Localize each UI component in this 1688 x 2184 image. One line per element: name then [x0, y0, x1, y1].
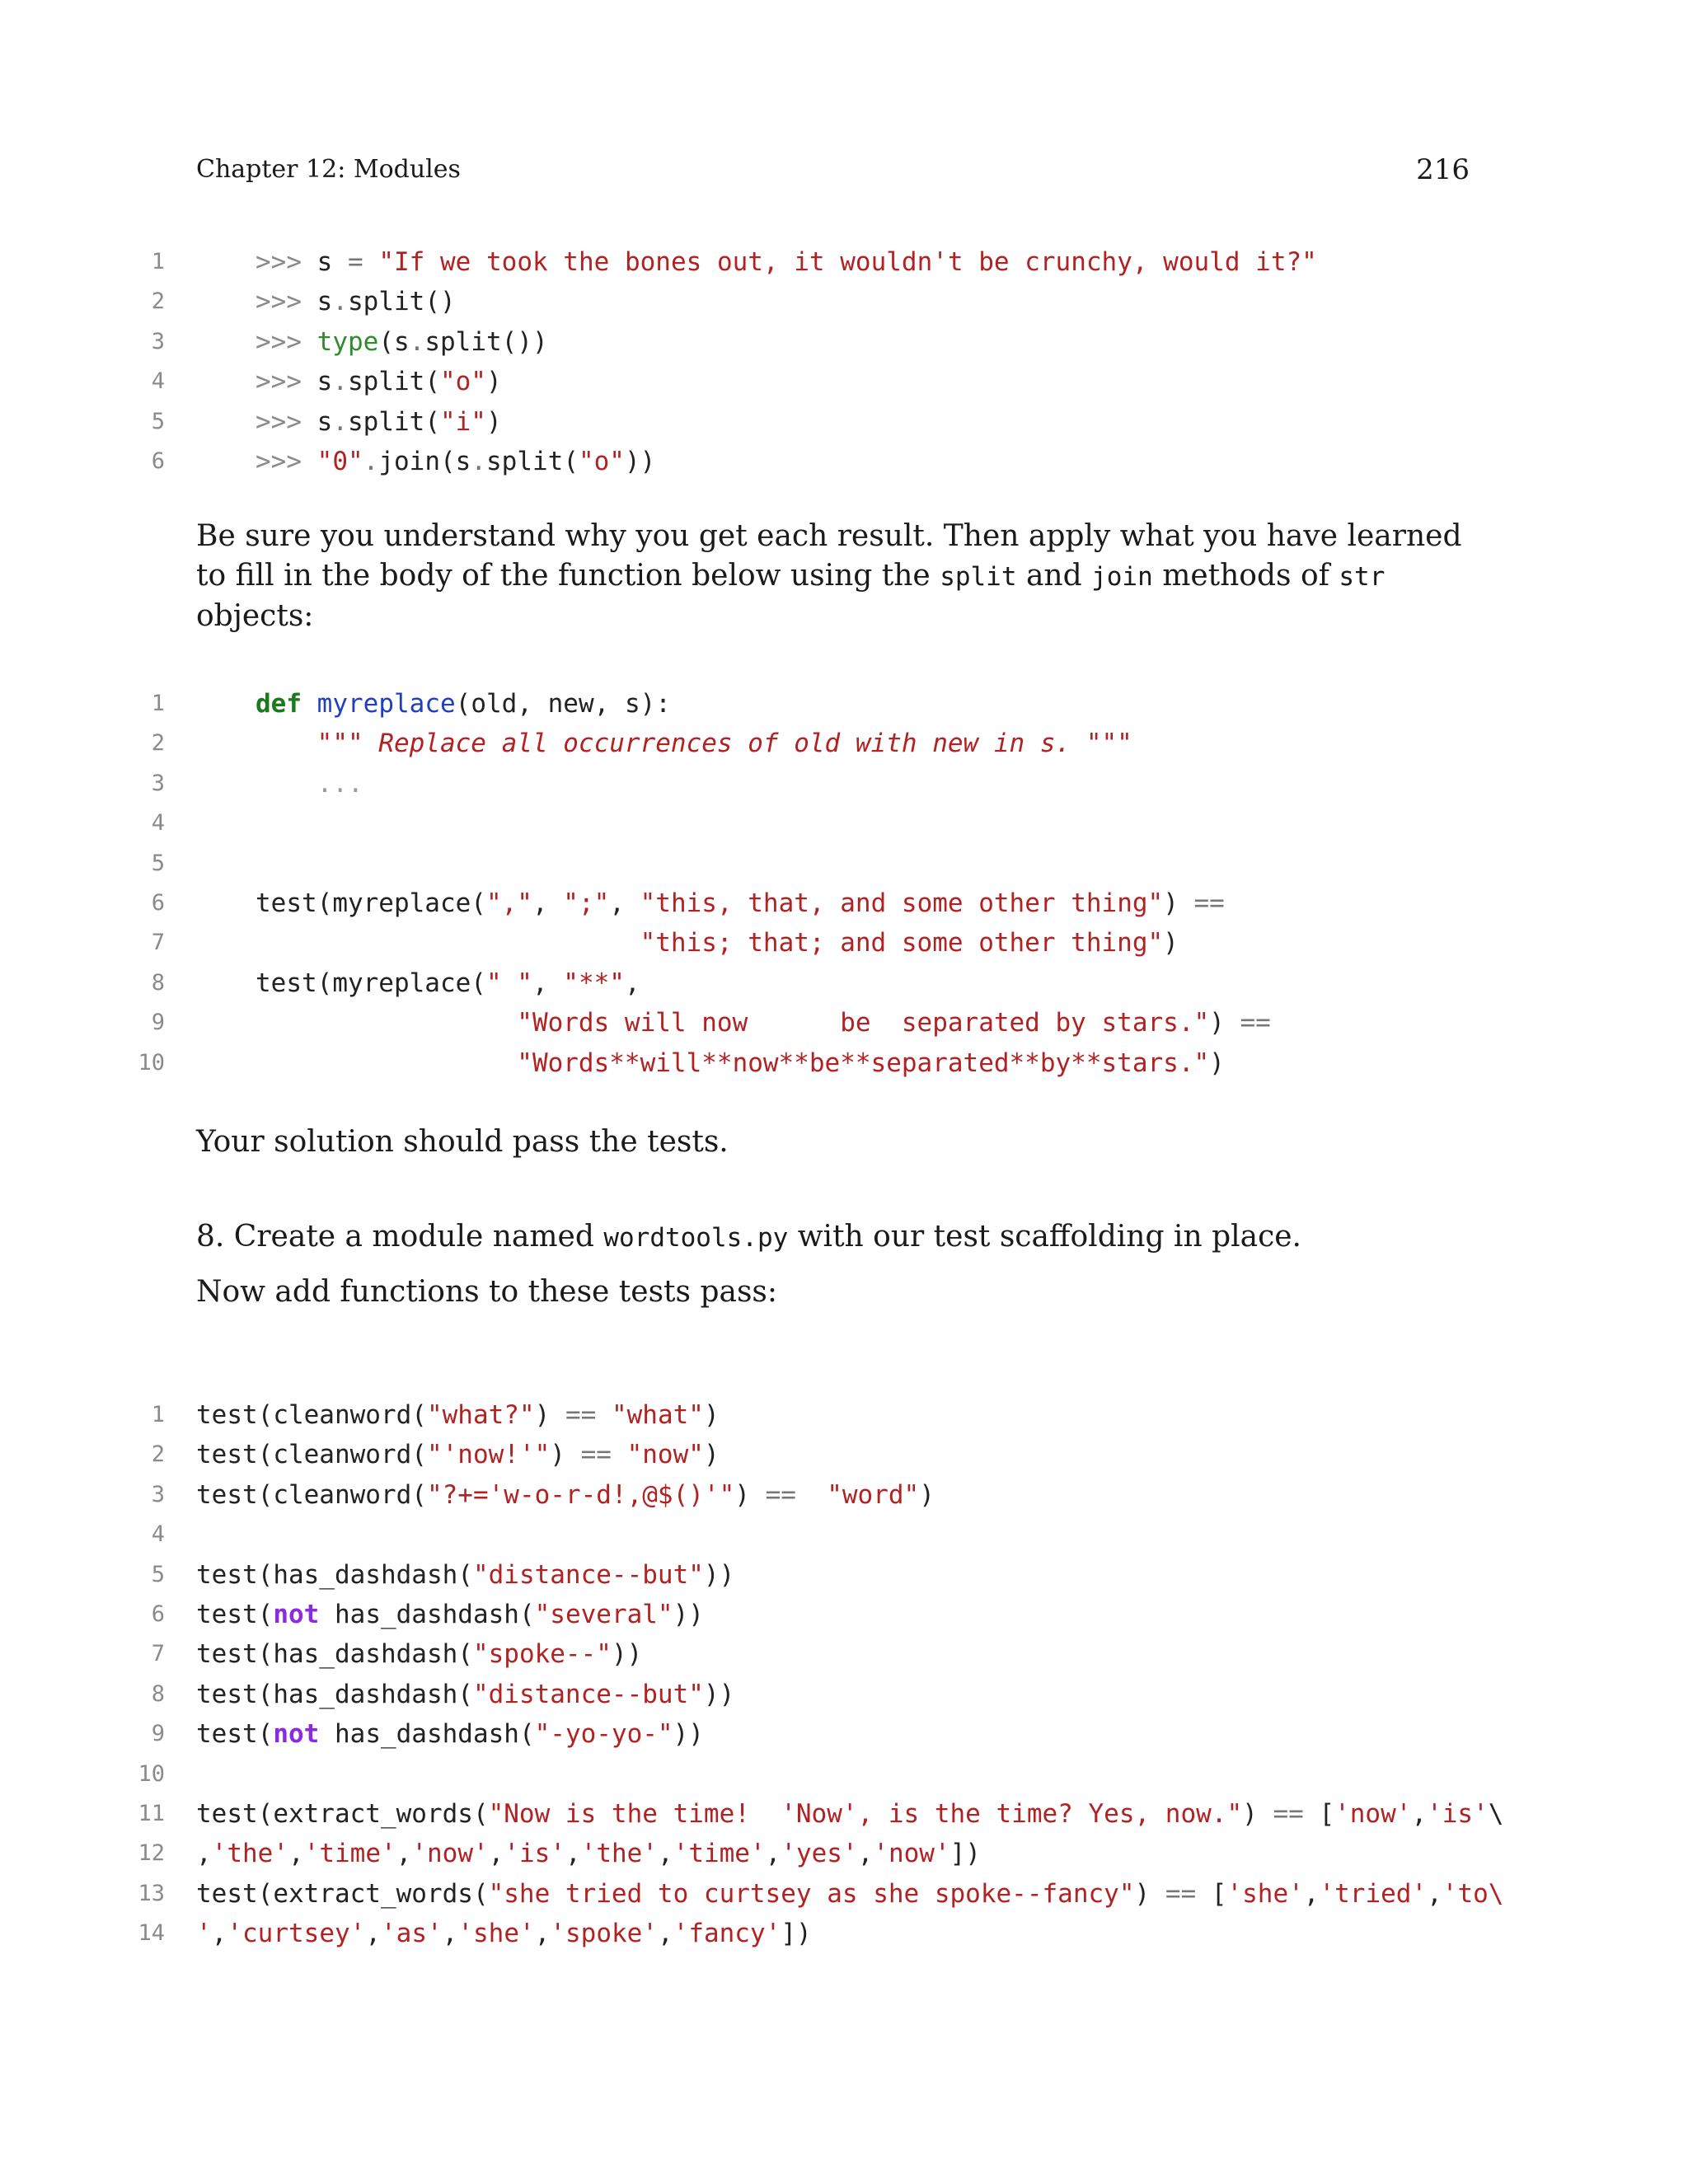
code-token: .	[332, 287, 348, 317]
code-token: ))	[673, 1599, 704, 1629]
code-text	[256, 764, 363, 804]
code-text	[256, 963, 640, 1003]
code-line	[0, 1435, 1688, 1474]
code-token: ,	[1303, 1878, 1320, 1909]
code-token: )	[485, 367, 502, 397]
code-token: ,	[657, 1839, 673, 1869]
line-number: 4	[151, 368, 165, 395]
code-token: "several"	[534, 1599, 673, 1629]
code-text	[196, 1595, 704, 1634]
line-number: 10	[138, 1049, 165, 1076]
code-block-wordtools-tests	[0, 1395, 1688, 1953]
code-token: " "	[485, 968, 532, 998]
repl-prompt: >>>	[256, 367, 302, 397]
code-token: test(has_dashdash(	[196, 1559, 473, 1590]
code-token: '	[196, 1919, 212, 1949]
code-token: ";"	[563, 888, 610, 918]
line-number: 7	[151, 1641, 165, 1667]
code-token: )	[1163, 928, 1179, 958]
code-token	[256, 1048, 517, 1078]
code-line	[0, 724, 1688, 763]
line-number: 1	[151, 249, 165, 274]
code-token: 'is'	[1427, 1798, 1489, 1829]
code-token: 'curtsey'	[227, 1919, 366, 1949]
code-line	[0, 1475, 1688, 1515]
code-token: )	[734, 1479, 766, 1510]
code-line	[0, 764, 1688, 804]
code-line	[0, 844, 1688, 883]
code-token: 'tried'	[1319, 1878, 1428, 1909]
code-line	[0, 804, 1688, 843]
code-text	[256, 402, 502, 442]
repl-prompt: >>>	[256, 406, 302, 437]
code-text	[196, 1475, 935, 1515]
code-token: not	[273, 1599, 320, 1629]
code-line	[0, 1874, 1688, 1914]
code-token: has_dashdash(	[319, 1599, 535, 1629]
code-token: "-yo-yo-"	[534, 1719, 673, 1750]
code-token: ,	[196, 1839, 212, 1869]
line-number: 6	[151, 1601, 165, 1627]
code-token: """ Replace all occurrences of old with new in s. """	[316, 729, 1132, 759]
line-number: 13	[138, 1880, 165, 1906]
code-token: test(myreplace(	[256, 968, 486, 998]
code-token: ,	[657, 1919, 673, 1949]
code-token: 'to\	[1442, 1878, 1504, 1909]
code-token: "Words**will**now**be**separated**by**stars."	[517, 1047, 1210, 1078]
code-token	[363, 247, 379, 277]
code-token: ,	[532, 968, 564, 998]
code-token: test(has_dashdash(	[196, 1639, 473, 1670]
code-line	[0, 1755, 1688, 1794]
code-line	[0, 1914, 1688, 1953]
code-token	[302, 447, 317, 476]
paragraph-pass-tests: Your solution should pass the tests.	[196, 1125, 729, 1159]
code-token: s	[302, 247, 348, 277]
code-token: ==	[1240, 1008, 1271, 1038]
code-text	[196, 1914, 812, 1953]
code-token	[612, 1440, 627, 1469]
inline-code-join: join	[1091, 562, 1153, 592]
code-line	[0, 963, 1688, 1003]
code-token: test(cleanword(	[196, 1400, 427, 1430]
code-token: "word"	[827, 1479, 920, 1510]
line-number: 2	[151, 730, 165, 757]
inline-code-str: str	[1339, 562, 1386, 592]
code-token: ","	[485, 888, 532, 918]
code-token: )	[703, 1400, 720, 1430]
code-token	[302, 327, 317, 357]
code-token: s	[302, 287, 333, 317]
code-token: ,	[365, 1919, 381, 1949]
code-token: ))	[611, 1639, 643, 1670]
page-number: 216	[1416, 153, 1470, 186]
code-block-repl	[0, 242, 1688, 481]
code-line	[0, 442, 1688, 481]
line-number: 8	[151, 969, 165, 996]
code-token: "she tried to curtsey as she spoke--fancy"	[488, 1878, 1135, 1909]
code-token: ,	[488, 1839, 504, 1869]
inline-code-split: split	[940, 562, 1017, 592]
line-number: 5	[151, 850, 165, 876]
code-token: "this; that; and some other thing"	[640, 928, 1164, 958]
code-token: 'time'	[303, 1839, 396, 1869]
code-token: 'spoke'	[550, 1919, 658, 1949]
line-number: 11	[138, 1800, 165, 1826]
code-token: )	[1209, 1008, 1240, 1038]
code-token: )	[1242, 1798, 1273, 1829]
code-text	[256, 883, 1225, 923]
code-token: test(extract_words(	[196, 1878, 489, 1909]
code-token: "o"	[439, 367, 486, 397]
code-token: ,	[532, 888, 564, 918]
code-token: myreplace	[316, 689, 456, 719]
code-token: ==	[1165, 1878, 1197, 1909]
code-token: (old, new, s):	[455, 689, 671, 719]
code-text	[196, 1834, 981, 1873]
code-token: "'now!'"	[426, 1440, 551, 1470]
code-token: )	[534, 1400, 565, 1430]
code-token	[256, 769, 317, 799]
para-text: 8. Create a module named	[196, 1220, 604, 1254]
code-token	[256, 1008, 517, 1038]
code-token: (s	[378, 326, 410, 357]
code-line	[0, 684, 1688, 724]
code-token: "Words will now be separated by stars."	[517, 1008, 1210, 1038]
code-token: ,	[609, 888, 640, 918]
code-token	[302, 689, 317, 719]
code-line	[0, 1675, 1688, 1714]
exercise-8-heading	[196, 1217, 1482, 1258]
code-text	[256, 282, 456, 321]
code-token: 'the'	[580, 1839, 658, 1869]
code-text	[256, 442, 655, 481]
code-token: 'fancy'	[673, 1919, 781, 1949]
code-token	[256, 928, 640, 958]
code-token: s	[302, 367, 333, 397]
code-line	[0, 1395, 1688, 1435]
code-token: "?+='w-o-r-d!,@$()'"	[426, 1479, 735, 1510]
code-text	[256, 1043, 1225, 1083]
code-line	[0, 1003, 1688, 1043]
para-text: Be sure you understand why you get each result. Then apply what you have learned to fill in the body of the function below using the	[196, 519, 1462, 593]
line-number: 6	[151, 889, 165, 916]
code-token: test(myreplace(	[256, 888, 486, 918]
line-number: 4	[151, 810, 165, 837]
line-number: 14	[138, 1920, 165, 1947]
code-token: =	[348, 247, 363, 277]
code-token: split(	[348, 406, 440, 437]
code-token: ,	[765, 1839, 781, 1869]
line-number: 3	[151, 1481, 165, 1507]
chapter-title: Chapter 12: Modules	[196, 155, 461, 184]
code-token: "o"	[578, 446, 625, 476]
line-number: 2	[151, 288, 165, 315]
code-text	[196, 1794, 1503, 1834]
code-token: type	[316, 326, 379, 357]
code-token: not	[273, 1719, 320, 1750]
code-line	[0, 1515, 1688, 1554]
line-number: 7	[151, 930, 165, 956]
code-token: "i"	[439, 406, 486, 437]
line-number: 3	[151, 328, 165, 354]
code-token	[796, 1480, 827, 1510]
code-token: )	[703, 1440, 720, 1470]
code-token: test(	[196, 1719, 274, 1750]
code-token: 'as'	[381, 1919, 443, 1949]
code-line	[0, 1794, 1688, 1834]
code-token: split()	[348, 287, 456, 317]
code-token: ,	[1427, 1878, 1442, 1909]
code-text	[256, 923, 1179, 963]
code-token: )	[1134, 1878, 1165, 1909]
code-token: ,	[534, 1919, 551, 1949]
line-number: 5	[151, 1561, 165, 1587]
code-token: 'she'	[457, 1919, 535, 1949]
code-token: ,	[624, 968, 640, 998]
line-number: 3	[151, 770, 165, 796]
code-token: ,	[857, 1839, 874, 1869]
code-token: "If we took the bones out, it wouldn't be crunchy, would it?"	[378, 247, 1317, 277]
code-token: ])	[950, 1839, 981, 1869]
code-token: ==	[565, 1400, 597, 1430]
code-line	[0, 883, 1688, 923]
code-line	[0, 242, 1688, 282]
code-token: 'time'	[673, 1839, 766, 1869]
code-text	[196, 1555, 734, 1595]
code-text	[196, 1435, 720, 1474]
code-line	[0, 1834, 1688, 1873]
code-token: .	[332, 406, 348, 437]
code-token: join(s	[378, 446, 471, 476]
repl-prompt: >>>	[256, 326, 302, 357]
code-token: ))	[703, 1679, 735, 1709]
code-text	[256, 322, 548, 362]
code-token: ==	[765, 1479, 796, 1510]
code-line	[0, 282, 1688, 321]
repl-prompt: >>>	[256, 287, 302, 317]
line-number: 9	[151, 1721, 165, 1747]
code-token: ,	[211, 1919, 227, 1949]
code-line	[0, 1043, 1688, 1083]
code-token: "what"	[611, 1400, 704, 1430]
code-token: )	[919, 1479, 935, 1510]
code-token	[256, 729, 317, 758]
code-token: 'the'	[211, 1839, 288, 1869]
code-token: .	[332, 367, 348, 397]
code-token: ,	[1411, 1798, 1428, 1829]
code-token: 'now'	[411, 1839, 489, 1869]
para-text: with our test scaffolding in place.	[788, 1220, 1302, 1254]
code-token: def	[256, 689, 302, 719]
code-token: split(	[486, 446, 579, 476]
code-token: ,	[288, 1839, 304, 1869]
code-token: ==	[580, 1440, 612, 1470]
code-line	[0, 1714, 1688, 1754]
code-line	[0, 322, 1688, 362]
code-line	[0, 362, 1688, 401]
line-number: 8	[151, 1680, 165, 1707]
code-text	[196, 1874, 1503, 1914]
code-text	[196, 1395, 720, 1435]
code-token: 'yes'	[781, 1839, 858, 1869]
code-token: "what?"	[426, 1400, 535, 1430]
repl-prompt: >>>	[256, 247, 302, 277]
code-token: ==	[1193, 888, 1225, 918]
code-token: 'now'	[873, 1839, 950, 1869]
code-token: split())	[424, 326, 548, 357]
code-text	[256, 1003, 1271, 1043]
code-token: .	[471, 446, 486, 476]
line-number: 1	[151, 691, 165, 716]
line-number: 5	[151, 408, 165, 434]
code-token: "this, that, and some other thing"	[640, 888, 1164, 918]
code-token: "0"	[316, 446, 363, 476]
code-token: )	[485, 406, 502, 437]
code-token: test(cleanword(	[196, 1479, 427, 1510]
code-token: has_dashdash(	[319, 1719, 535, 1750]
code-token: 'is'	[504, 1839, 565, 1869]
code-line	[0, 1555, 1688, 1595]
code-token: test(has_dashdash(	[196, 1679, 473, 1709]
code-token: "spoke--"	[472, 1639, 612, 1670]
code-text	[256, 684, 671, 724]
code-token: [	[1303, 1798, 1335, 1829]
line-number: 12	[138, 1840, 165, 1867]
code-token: \	[1488, 1798, 1504, 1829]
line-number: 1	[151, 1402, 165, 1427]
line-number: 9	[151, 1010, 165, 1036]
code-token: 'she'	[1226, 1878, 1304, 1909]
code-token: ))	[673, 1719, 704, 1750]
line-number: 4	[151, 1521, 165, 1548]
code-token: ))	[703, 1559, 735, 1590]
para-text: methods of	[1152, 559, 1339, 593]
code-token: s	[302, 406, 333, 437]
code-token: ,	[565, 1839, 581, 1869]
code-token: .	[409, 326, 425, 357]
inline-code-module-name: wordtools.py	[603, 1223, 789, 1253]
code-text	[196, 1634, 642, 1674]
code-text	[256, 362, 502, 401]
code-text	[196, 1675, 734, 1714]
code-token: test(	[196, 1599, 274, 1629]
code-token: ))	[624, 446, 656, 476]
paragraph-instructions	[196, 517, 1482, 636]
para-text: and	[1016, 559, 1092, 593]
code-token: "Now is the time! 'Now', is the time? Yes, now."	[488, 1798, 1243, 1829]
code-token: test(cleanword(	[196, 1440, 427, 1470]
code-token: test(extract_words(	[196, 1798, 489, 1829]
code-token: ,	[442, 1919, 458, 1949]
code-token: )	[1209, 1047, 1225, 1078]
code-text	[256, 242, 1317, 282]
code-text	[196, 1714, 704, 1754]
code-token: )	[1163, 888, 1194, 918]
line-number: 6	[151, 448, 165, 474]
line-number: 2	[151, 1441, 165, 1468]
code-token: "distance--but"	[472, 1679, 704, 1709]
code-line	[0, 923, 1688, 963]
code-token: 'now'	[1334, 1798, 1412, 1829]
code-token: [	[1196, 1878, 1227, 1909]
para-text: objects:	[196, 599, 314, 633]
code-token: ,	[396, 1839, 412, 1869]
code-text	[256, 724, 1132, 763]
code-block-myreplace	[0, 684, 1688, 1083]
code-token: "distance--but"	[472, 1559, 704, 1590]
code-token: ])	[781, 1919, 812, 1949]
code-token: split(	[348, 367, 440, 397]
code-token: ==	[1273, 1798, 1304, 1829]
code-line	[0, 1595, 1688, 1634]
repl-prompt: >>>	[256, 446, 302, 476]
code-token	[596, 1400, 612, 1430]
code-token: ...	[316, 768, 363, 799]
code-line	[0, 402, 1688, 442]
code-token: )	[550, 1440, 581, 1470]
code-token: "now"	[626, 1440, 704, 1470]
code-token: "**"	[563, 968, 625, 998]
line-number: 10	[138, 1760, 165, 1787]
code-line	[0, 1634, 1688, 1674]
paragraph-add-functions: Now add functions to these tests pass:	[196, 1275, 778, 1309]
code-token: .	[363, 446, 379, 476]
